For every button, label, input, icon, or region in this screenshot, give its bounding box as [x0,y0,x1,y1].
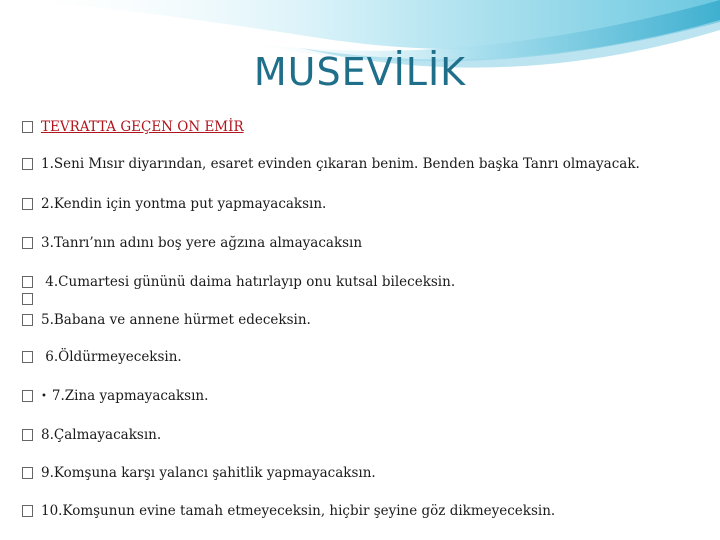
bullet-icon [22,467,33,479]
bullet-icon [22,505,33,517]
list-item-text: 8.Çalmayacaksın. [41,427,162,443]
bullet-icon [22,121,33,133]
page-title: MUSEVİLİK [253,50,467,94]
list-item-text: 6.Öldürmeyeceksin. [41,349,182,365]
list-item [22,235,362,251]
list-item-text: 4.Cumartesi gününü daima hatırlayıp onu kutsal bileceksin. [41,274,456,290]
bullet-icon [22,390,33,402]
bullet-icon [22,198,33,210]
list-item [22,274,455,290]
bullet-icon [22,293,33,305]
list-item-text: 1.Seni Mısır diyarından, esaret evinden çıkaran benim. Benden başka Tanrı olmayacak. [41,156,640,172]
list-item [22,427,161,443]
small-dot-marker: • [41,390,47,402]
list-item [22,349,182,365]
bullet-icon [22,429,33,441]
bullet-icon [22,237,33,249]
list-item-text: 9.Komşuna karşı yalancı şahitlik yapmayacaksın. [41,465,376,481]
bullet-icon [22,276,33,288]
list-heading-text: TEVRATTA GEÇEN ON EMİR [41,119,244,135]
list-item-text: 2.Kendin için yontma put yapmayacaksın. [41,196,327,212]
list-item [22,388,208,404]
list-item [22,503,555,519]
list-item-text: 5.Babana ve annene hürmet edeceksin. [41,312,311,328]
list-item-text: 7.Zina yapmayacaksın. [51,388,209,404]
list-item [22,465,376,481]
list-item-text: 10.Komşunun evine tamah etmeyeceksin, hiçbir şeyine göz dikmeyeceksin. [41,503,556,519]
list-item [22,156,640,172]
bullet-icon [22,351,33,363]
list-item-text: 3.Tanrı’nın adını boş yere ağzına almayacaksın [41,235,363,251]
list-heading [22,119,244,135]
bullet-icon [22,314,33,326]
list-item [22,196,326,212]
list-item [22,312,311,328]
bullet-icon [22,158,33,170]
